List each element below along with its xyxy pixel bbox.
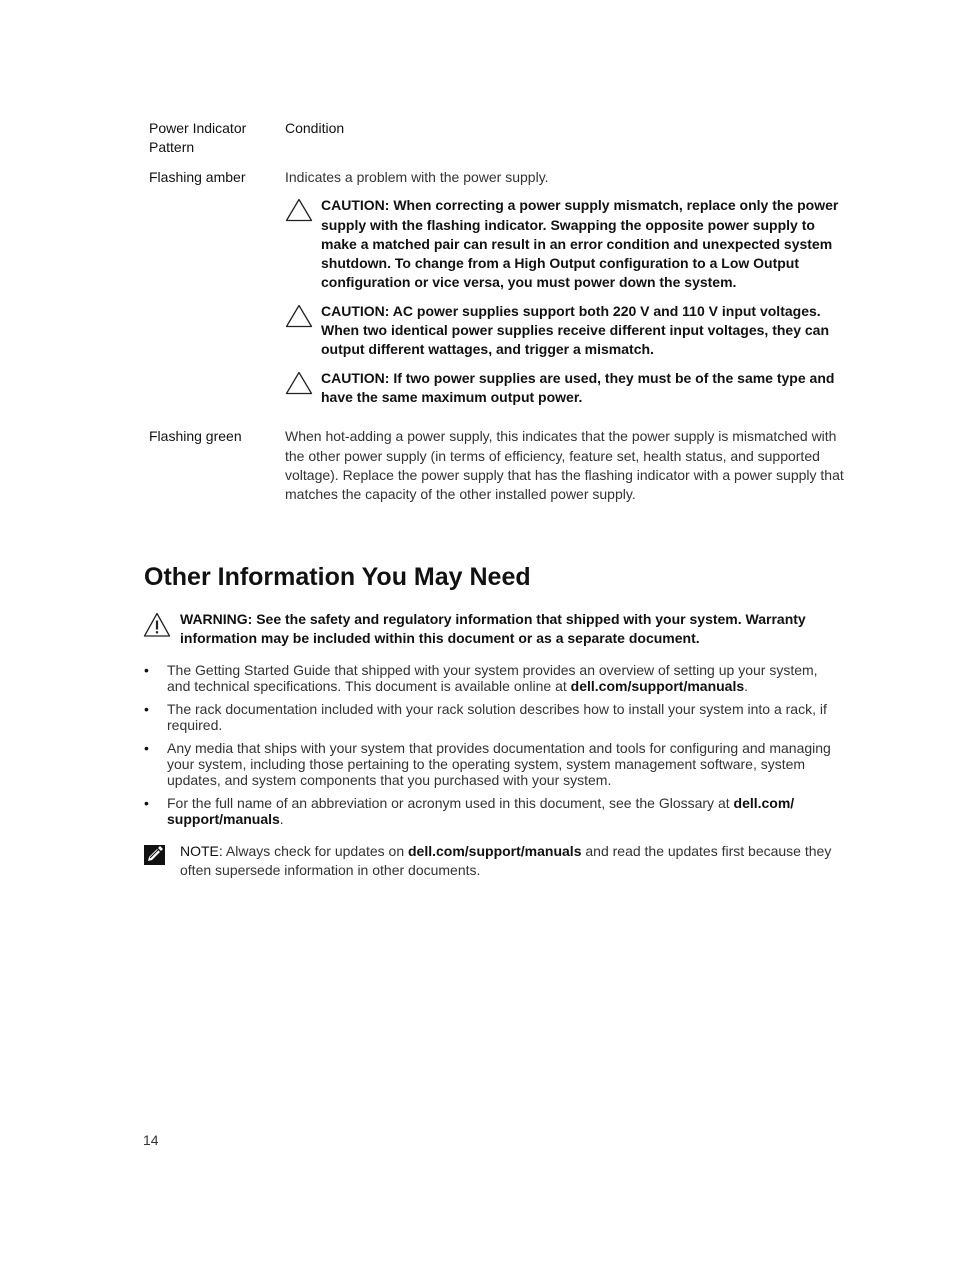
- glossary-link[interactable]: dell.com/ support/manuals: [167, 794, 795, 828]
- table-row: [149, 168, 849, 407]
- note-text-end: and read the updates first because they often supersede information in other documents.: [180, 843, 832, 879]
- list-item: [144, 795, 844, 827]
- caution-triangle-icon: [285, 369, 313, 408]
- row-label-flashing-amber: Flashing amber: [149, 169, 246, 185]
- caution-text: CAUTION: When correcting a power supply mismatch, replace only the power supply with the flashing indicator. Swapping the opposite power supply to make a matched pair can result in an error condition and unexpected system shutdown. To change from a High Output configuration to a Low Output configuration or vice versa, you must power down the system.: [321, 197, 839, 291]
- list-item-end: .: [279, 811, 284, 828]
- note-text-start: Always check for updates on: [222, 843, 408, 859]
- warning-block: [143, 610, 843, 649]
- caution-text: CAUTION: AC power supplies support both 220 V and 110 V input voltages. When two identical power supplies receive different input voltages, they can output different wattages, and trigger a mismatch.: [321, 302, 829, 358]
- header-condition: Condition: [285, 120, 345, 136]
- warning-triangle-icon: [143, 610, 171, 649]
- list-item: [144, 662, 844, 694]
- list-item-text: The Getting Started Guide that shipped with your system provides an overview of setting up your system, and technical specifications. This document is available online at: [167, 662, 818, 695]
- row-condition-flashing-amber: [285, 168, 849, 407]
- table-header: [149, 119, 849, 157]
- manuals-link[interactable]: dell.com/support/manuals: [570, 678, 745, 695]
- list-item-text: Any media that ships with your system that provides documentation and tools for configuring and managing your system, including those pertaining to the operating system, system management software, system updates, and system components that you purchased with your system.: [167, 739, 831, 789]
- note-block: [144, 842, 844, 881]
- caution-block: [285, 369, 849, 408]
- caution-text: CAUTION: If two power supplies are used, they must be of the same type and have the same maximum output power.: [321, 369, 835, 405]
- row-label-flashing-green: Flashing green: [149, 428, 242, 445]
- table-row: [149, 427, 849, 504]
- list-item: [144, 740, 844, 789]
- list-item: [144, 701, 844, 733]
- resource-list: [144, 662, 844, 834]
- bullet-icon: •: [144, 794, 149, 811]
- row-text: Indicates a problem with the power supply.: [285, 169, 549, 185]
- list-item-end: .: [744, 678, 749, 695]
- note-pencil-icon: [144, 842, 166, 881]
- bullet-icon: •: [144, 739, 149, 756]
- warning-text: WARNING: See the safety and regulatory information that shipped with your system. Warranty information may be included within this document or as a separate document.: [180, 611, 806, 647]
- caution-block: [285, 302, 849, 360]
- caution-triangle-icon: [285, 302, 313, 360]
- power-indicator-table: [149, 119, 849, 504]
- caution-triangle-icon: [285, 196, 313, 292]
- header-pattern: Power Indicator Pattern: [149, 120, 247, 155]
- note-label: NOTE:: [180, 843, 223, 859]
- page-number: 14: [143, 1132, 159, 1148]
- note-text: [180, 842, 844, 881]
- bullet-icon: •: [144, 662, 149, 678]
- section-title: Other Information You May Need: [144, 563, 531, 591]
- bullet-icon: •: [144, 700, 149, 717]
- row-condition-flashing-green: When hot-adding a power supply, this indicates that the power supply is mismatched with the other power supply (in terms of efficiency, feature set, health status, and supported voltage). Replace the power supply that has the flashing indicator with a power supply that matches the capacity of the other installed power supply.: [285, 428, 844, 503]
- list-item-text: The rack documentation included with your rack solution describes how to install your system into a rack, if required.: [167, 700, 827, 734]
- caution-block: [285, 196, 849, 292]
- list-item-text: For the full name of an abbreviation or acronym used in this document, see the Glossary at: [167, 794, 734, 811]
- note-manuals-link[interactable]: dell.com/support/manuals: [408, 843, 582, 859]
